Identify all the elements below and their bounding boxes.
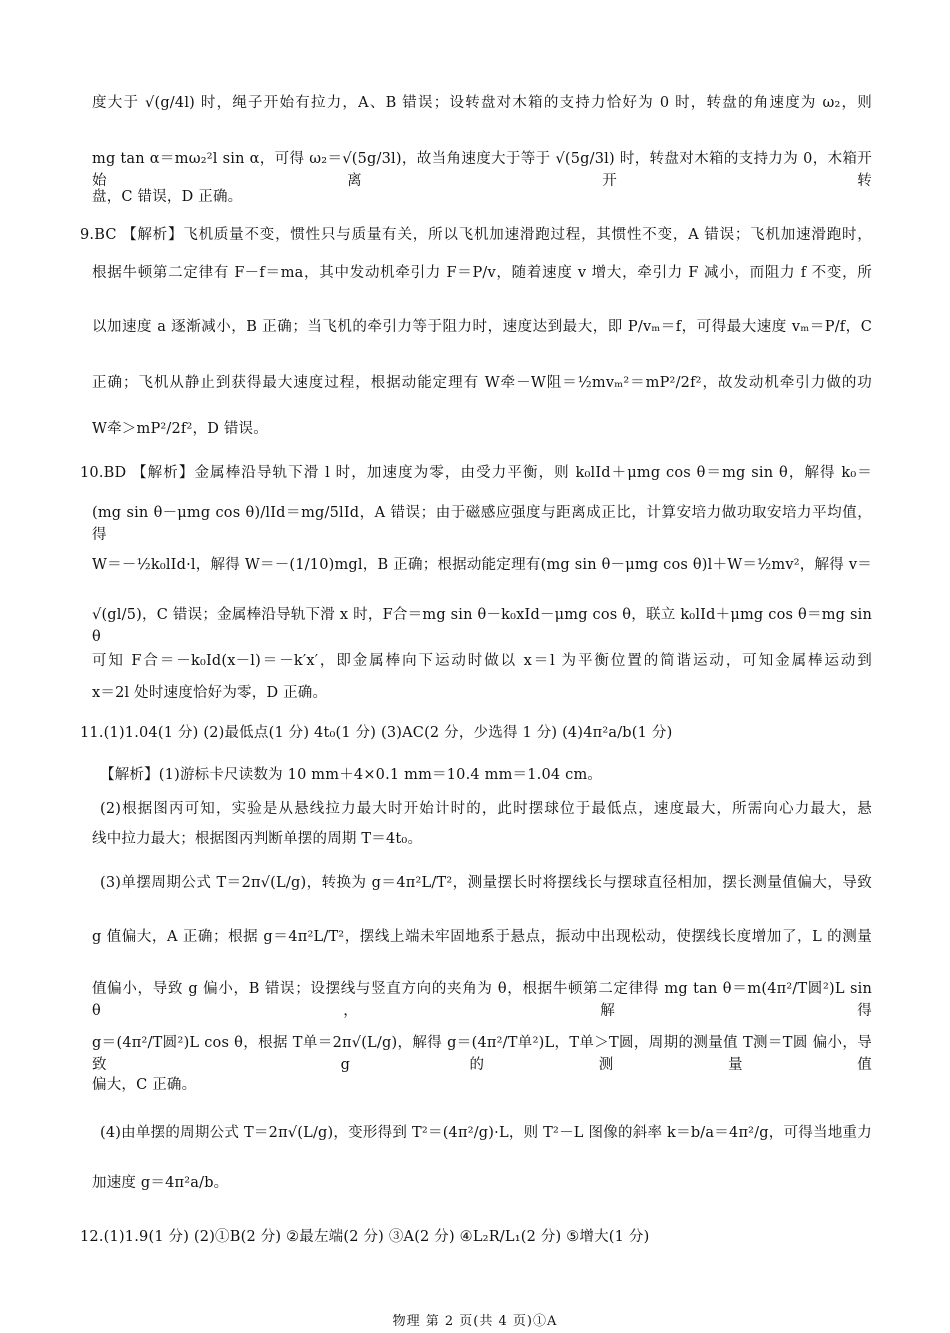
answer-10-line-6: x＝2l 处时速度恰好为零，D 正确。 xyxy=(92,685,328,701)
answer-10-line-1: 10.BD 【解析】金属棒沿导轨下滑 l 时，加速度为零，由受力平衡，则 k₀lId＋μmg cos θ＝mg sin θ，解得 k₀＝ xyxy=(80,465,872,481)
answer-11-analysis-4: (3)单摆周期公式 T＝2π√(L/g)，转换为 g＝4π²L/T²，测量摆长时将摆线长与摆球直径相加，摆长测量值偏大，导致 xyxy=(100,875,872,891)
answer-11-analysis-3: 线中拉力最大；根据图丙判断单摆的周期 T＝4t₀。 xyxy=(92,831,423,847)
answer-9-line-1: 9.BC 【解析】飞机质量不变，惯性只与质量有关，所以飞机加速滑跑过程，其惯性不变，A 错误；飞机加速滑跑时， xyxy=(80,227,872,243)
answer-11-analysis-9: (4)由单摆的周期公式 T＝2π√(L/g)，变形得到 T²＝(4π²/g)·L，则 T²－L 图像的斜率 k＝b/a＝4π²/g，可得当地重力 xyxy=(100,1125,872,1141)
answer-11-summary: 11.(1)1.04(1 分) (2)最低点(1 分) 4t₀(1 分) (3)AC(2 分，少选得 1 分) (4)4π²a/b(1 分) xyxy=(80,725,673,741)
answer-11-analysis-1: 【解析】(1)游标卡尺读数为 10 mm＋4×0.1 mm＝10.4 mm＝1.04 cm。 xyxy=(100,767,603,783)
page-footer: 物理 第 2 页(共 4 页)①A xyxy=(392,1314,558,1329)
answer-11-analysis-8: 偏大，C 正确。 xyxy=(92,1077,197,1093)
answer-11-analysis-6: 值偏小，导致 g 偏小，B 错误；设摆线与竖直方向的夹角为 θ，根据牛顿第二定律得 mg tan θ＝m(4π²/T圆²)L sin θ，解得 xyxy=(92,981,872,1019)
answer-9-line-4: 正确；飞机从静止到获得最大速度过程，根据动能定理有 W牵－W阻＝½mvₘ²＝mP²/2f²，故发动机牵引力做的功 xyxy=(92,375,872,391)
answer-10-line-2: (mg sin θ－μmg cos θ)/lId＝mg/5lId，A 错误；由于磁感应强度与距离成正比，计算安培力做功取安培力平均值，得 xyxy=(92,505,872,543)
answer-9-line-2: 根据牛顿第二定律有 F－f＝ma，其中发动机牵引力 F＝P/v，随着速度 v 增大，牵引力 F 减小，而阻力 f 不变，所 xyxy=(92,265,872,281)
text-line-2: mg tan α＝mω₂²l sin α，可得 ω₂＝√(5g/3l)，故当角速度大于等于 √(5g/3l) 时，转盘对木箱的支持力为 0，木箱开始离开转 xyxy=(92,151,872,189)
answer-11-analysis-10: 加速度 g＝4π²a/b。 xyxy=(92,1175,229,1191)
answer-9-line-3: 以加速度 a 逐渐减小，B 正确；当飞机的牵引力等于阻力时，速度达到最大，即 P/vₘ＝f，可得最大速度 vₘ＝P/f，C xyxy=(92,319,872,335)
answer-10-line-4: √(gl/5)，C 错误；金属棒沿导轨下滑 x 时，F合＝mg sin θ－k₀xId－μmg cos θ，联立 k₀lId＋μmg cos θ＝mg sin θ xyxy=(92,607,872,645)
text-line-3: 盘，C 错误，D 正确。 xyxy=(92,189,243,205)
answer-11-analysis-7: g＝(4π²/T圆²)L cos θ，根据 T单＝2π√(L/g)，解得 g＝(4π²/T单²)L，T单＞T圆，周期的测量值 T测＝T圆 偏小，导致 g 的测量值 xyxy=(92,1035,872,1073)
answer-9-line-5: W牵＞mP²/2f²，D 错误。 xyxy=(92,421,268,437)
answer-12-summary: 12.(1)1.9(1 分) (2)①B(2 分) ②最左端(2 分) ③A(2 分) ④L₂R/L₁(2 分) ⑤增大(1 分) xyxy=(80,1229,650,1245)
answer-10-line-3: W＝－½k₀lId·l，解得 W＝－(1/10)mgl，B 正确；根据动能定理有(mg sin θ－μmg cos θ)l＋W＝½mv²，解得 v＝ xyxy=(92,557,872,573)
answer-11-analysis-2: (2)根据图丙可知，实验是从悬线拉力最大时开始计时的，此时摆球位于最低点，速度最大，所需向心力最大，悬 xyxy=(100,801,872,817)
answer-10-line-5: 可知 F合＝－k₀Id(x－l)＝－k′x′，即金属棒向下运动时做以 x＝l 为平衡位置的简谐运动，可知金属棒运动到 xyxy=(92,653,872,669)
answer-11-analysis-5: g 值偏大，A 正确；根据 g＝4π²L/T²，摆线上端未牢固地系于悬点，振动中出现松动，使摆线长度增加了，L 的测量 xyxy=(92,929,872,945)
text-line-1: 度大于 √(g/4l) 时，绳子开始有拉力，A、B 错误；设转盘对木箱的支持力恰好为 0 时，转盘的角速度为 ω₂，则 xyxy=(92,95,872,111)
